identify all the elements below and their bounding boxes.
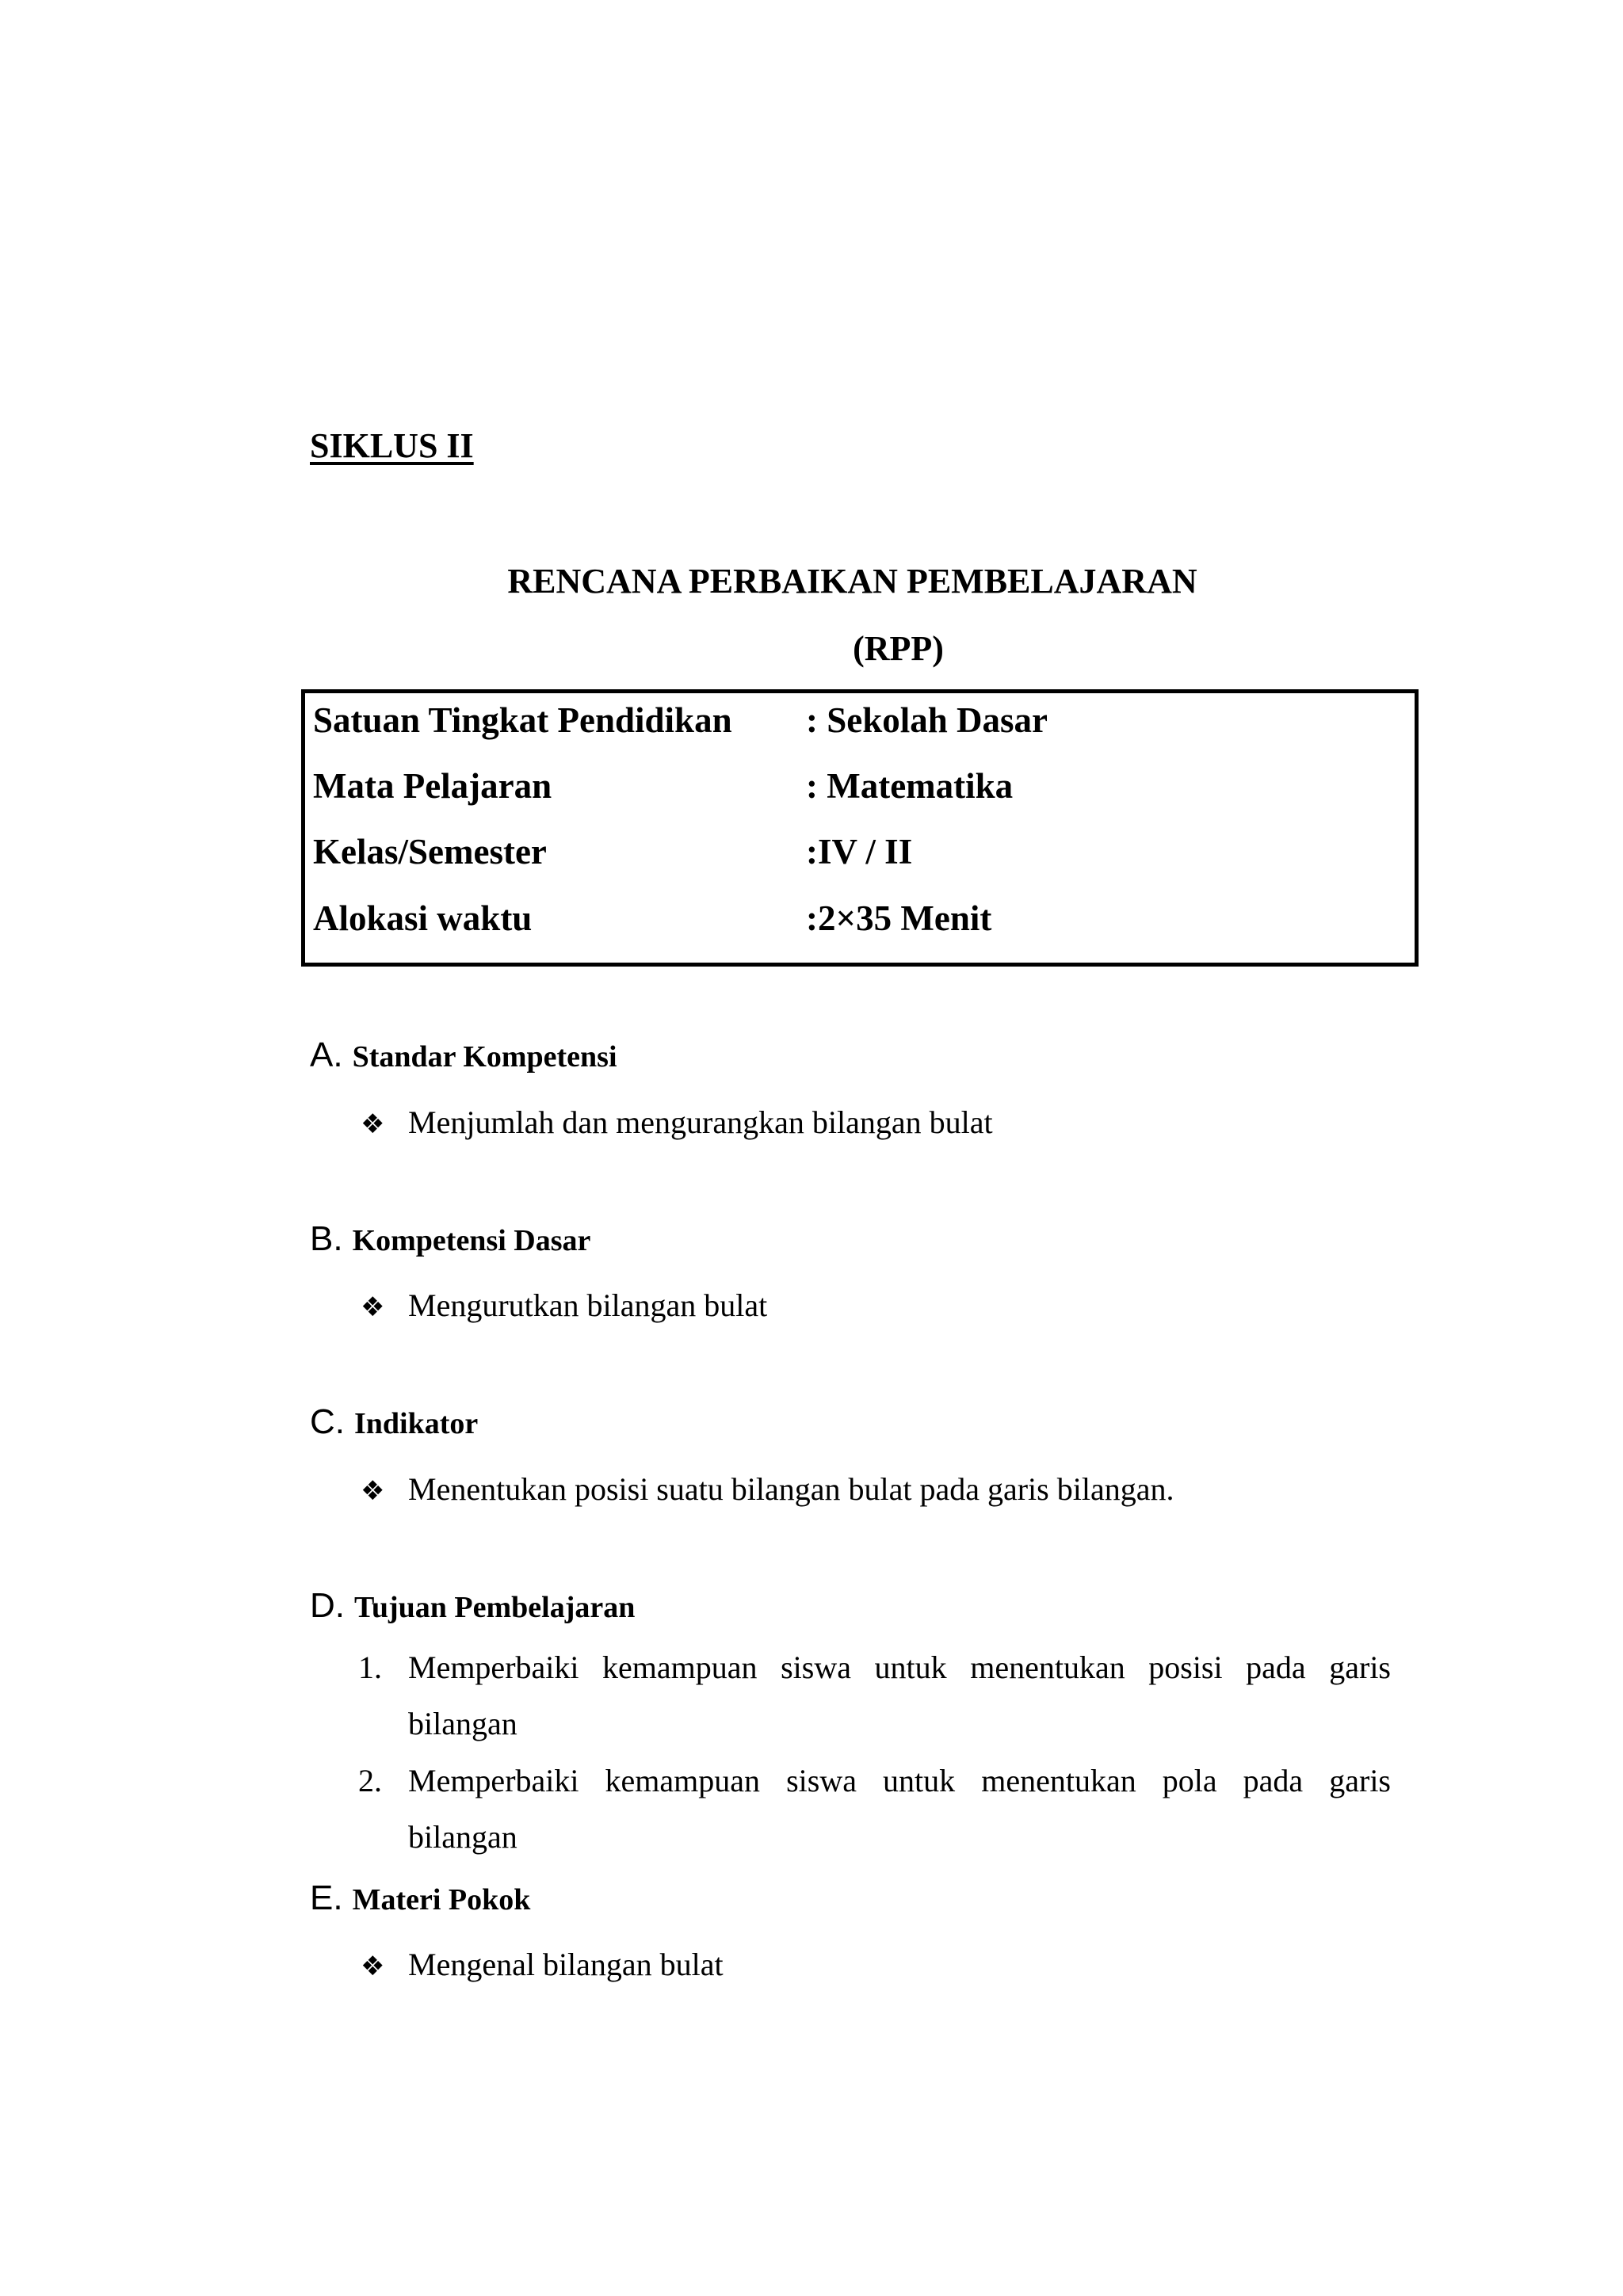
section-c-heading [310, 1402, 479, 1441]
document-subtitle: (RPP) [853, 629, 944, 668]
bullet-text: Menjumlah dan mengurangkan bilangan bulat [408, 1104, 993, 1140]
item-line-2: bilangan [408, 1706, 517, 1741]
item-number: 2. [358, 1763, 382, 1798]
document-title: RENCANA PERBAIKAN PEMBELAJARAN [507, 562, 1197, 601]
bullet-text: Mengenal bilangan bulat [408, 1947, 724, 1982]
section-title: Kompetensi Dasar [352, 1224, 591, 1257]
section-title: Tujuan Pembelajaran [354, 1591, 636, 1624]
item-text [408, 1753, 1391, 1865]
info-value: : Matematika [806, 766, 1014, 806]
info-value: :IV / II [806, 832, 913, 871]
section-b-heading [310, 1219, 591, 1258]
info-label: Satuan Tingkat Pendidikan [313, 700, 732, 740]
section-title: Materi Pokok [352, 1883, 531, 1917]
section-e-bullet [361, 1949, 724, 1981]
section-letter: B. [310, 1219, 343, 1258]
section-title: Indikator [354, 1407, 479, 1440]
section-a-bullet [361, 1104, 993, 1140]
item-line-1: Memperbaiki kemampuan siswa untuk menentukan pola pada garis [408, 1763, 1391, 1798]
section-e-heading [310, 1878, 531, 1917]
identity-box [301, 689, 1419, 967]
objective-item-1 [358, 1639, 1391, 1752]
info-value: :2×35 Menit [806, 898, 992, 938]
objective-item-2 [358, 1753, 1391, 1865]
bullet-text: Mengurutkan bilangan bulat [408, 1287, 768, 1323]
info-label: Alokasi waktu [313, 898, 533, 938]
section-letter: E. [310, 1878, 343, 1917]
section-letter: A. [310, 1035, 343, 1074]
item-text [408, 1639, 1391, 1752]
cycle-heading: SIKLUS II [310, 426, 474, 465]
diamond-bullet-icon: ❖ [361, 1108, 385, 1140]
info-label: Kelas/Semester [313, 832, 547, 871]
section-b-bullet [361, 1287, 768, 1323]
section-letter: C. [310, 1402, 345, 1441]
diamond-bullet-icon: ❖ [361, 1291, 385, 1323]
section-letter: D. [310, 1586, 345, 1625]
info-label: Mata Pelajaran [313, 766, 552, 806]
section-d-heading [310, 1586, 636, 1625]
section-title: Standar Kompetensi [352, 1040, 617, 1074]
section-c-bullet [361, 1471, 1174, 1507]
item-number: 1. [358, 1650, 382, 1685]
diamond-bullet-icon: ❖ [361, 1951, 385, 1982]
diamond-bullet-icon: ❖ [361, 1475, 385, 1507]
section-a-heading [310, 1035, 617, 1074]
item-line-1: Memperbaiki kemampuan siswa untuk menentukan posisi pada garis [408, 1650, 1391, 1685]
info-value: : Sekolah Dasar [806, 700, 1048, 740]
item-line-2: bilangan [408, 1819, 517, 1855]
bullet-text: Menentukan posisi suatu bilangan bulat pada garis bilangan. [408, 1471, 1174, 1507]
